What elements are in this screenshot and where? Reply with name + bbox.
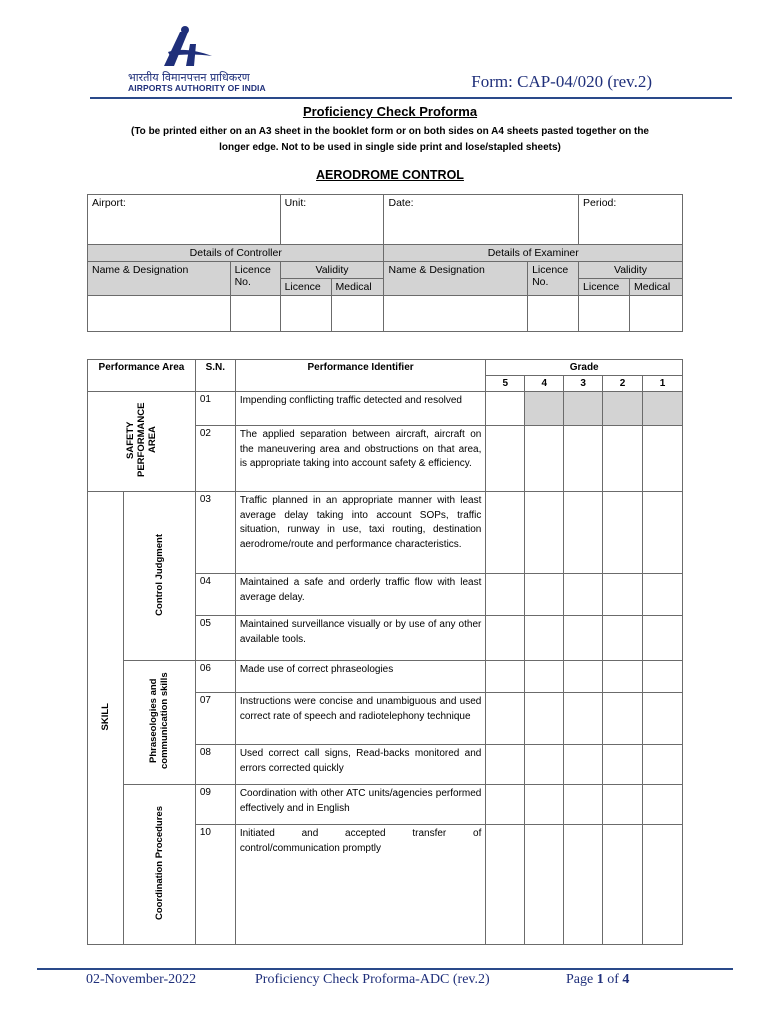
form-code: Form: CAP-04/020 (rev.2): [471, 72, 652, 91]
grade-cell[interactable]: [643, 574, 683, 616]
grade-cell[interactable]: [643, 492, 683, 574]
row-sn: 06: [195, 661, 235, 693]
logo-hindi-text: भारतीय विमानपत्तन प्राधिकरण: [128, 71, 250, 84]
row-identifier: Made use of correct phraseologies: [235, 661, 486, 693]
grade-cell[interactable]: [486, 825, 525, 945]
grade-cell[interactable]: [486, 616, 525, 661]
grade-cell[interactable]: [564, 785, 603, 825]
grade-cell[interactable]: [603, 661, 643, 693]
details-table: [87, 194, 683, 332]
page-total: 4: [622, 972, 630, 987]
grade-cell[interactable]: [603, 426, 643, 492]
grade-cell[interactable]: [643, 825, 683, 945]
sub-control-label: Control Judgment: [153, 533, 165, 616]
row-identifier: Instructions were concise and unambiguous and used correct rate of speech and radiotelephony technique: [235, 693, 486, 745]
grade-cell[interactable]: [486, 745, 525, 785]
aai-logo: [128, 26, 266, 96]
area-skill-label: SKILL: [99, 702, 111, 731]
row-identifier: Maintained surveillance visually or by use of any other available tools.: [235, 616, 486, 661]
grade-cell[interactable]: [525, 661, 564, 693]
header-divider: [90, 97, 732, 99]
row-identifier: Coordination with other ATC units/agencies performed effectively and in English: [235, 785, 486, 825]
grade-cell-disabled: [564, 392, 603, 426]
examiner-medical-header: Medical: [630, 279, 683, 296]
grade-cell[interactable]: [486, 693, 525, 745]
grade-cell[interactable]: [525, 574, 564, 616]
sub-coordination-label: Coordination Procedures: [153, 805, 165, 920]
row-sn: 07: [195, 693, 235, 745]
performance-table: [87, 359, 683, 945]
row-identifier: The applied separation between aircraft, aircraft on the maneuvering area and obstructions on that area, is appropriate taking into account safety & efficiency.: [235, 426, 486, 492]
row-sn: 09: [195, 785, 235, 825]
grade-1-header: 1: [643, 376, 683, 392]
sub-control-judgment: [123, 492, 195, 661]
examiner-name-input[interactable]: [384, 296, 528, 332]
sub-coordination: [123, 785, 195, 945]
controller-medical-header: Medical: [331, 279, 384, 296]
grade-cell[interactable]: [486, 785, 525, 825]
controller-name-input[interactable]: [88, 296, 231, 332]
grade-4-header: 4: [525, 376, 564, 392]
grade-cell[interactable]: [603, 825, 643, 945]
grade-cell[interactable]: [486, 661, 525, 693]
examiner-validity-header: Validity: [579, 262, 683, 279]
section-heading: AERODROME CONTROL: [316, 168, 464, 182]
examiner-licence-input[interactable]: [579, 296, 630, 332]
grade-cell[interactable]: [525, 492, 564, 574]
row-sn: 04: [195, 574, 235, 616]
grade-cell[interactable]: [603, 745, 643, 785]
aai-emblem-icon: [128, 26, 218, 70]
grade-5-header: 5: [486, 376, 525, 392]
grade-cell[interactable]: [564, 661, 603, 693]
grade-header: Grade: [486, 360, 683, 376]
grade-cell[interactable]: [564, 825, 603, 945]
examiner-name-header: Name & Designation: [384, 262, 528, 296]
grade-cell[interactable]: [564, 426, 603, 492]
performance-area-header: Performance Area: [88, 360, 196, 392]
area-safety: [88, 392, 196, 492]
sub-phraseology: [123, 661, 195, 785]
grade-cell[interactable]: [603, 693, 643, 745]
controller-validity-header: Validity: [280, 262, 384, 279]
controller-licence-no-header: Licence No.: [230, 262, 280, 296]
grade-cell[interactable]: [564, 574, 603, 616]
page-current: 1: [596, 972, 604, 987]
footer-date: 02-November-2022: [86, 972, 197, 987]
grade-cell[interactable]: [564, 693, 603, 745]
grade-cell[interactable]: [643, 616, 683, 661]
grade-cell[interactable]: [643, 426, 683, 492]
instruction-line: (To be printed either on an A3 sheet in the booklet form or on both sides on A4 sheets pasted together on the: [130, 126, 649, 137]
grade-2-header: 2: [603, 376, 643, 392]
controller-licence-header: Licence: [280, 279, 331, 296]
controller-licence-input[interactable]: [280, 296, 331, 332]
grade-cell[interactable]: [525, 693, 564, 745]
grade-cell[interactable]: [486, 426, 525, 492]
sub-phraseology-label: Phraseologies and communication skills: [148, 672, 171, 770]
grade-cell[interactable]: [603, 492, 643, 574]
instruction-line: longer edge. Not to be used in single side print and lose/stapled sheets): [219, 142, 561, 153]
examiner-medical-input[interactable]: [630, 296, 683, 332]
area-safety-label: SAFETY PERFORMANCE AREA: [124, 402, 158, 478]
grade-cell[interactable]: [486, 492, 525, 574]
row-sn: 03: [195, 492, 235, 574]
grade-cell[interactable]: [525, 426, 564, 492]
grade-cell[interactable]: [643, 745, 683, 785]
footer-document-name: Proficiency Check Proforma-ADC (rev.2): [255, 972, 490, 987]
sn-header: S.N.: [195, 360, 235, 392]
grade-cell[interactable]: [525, 825, 564, 945]
row-identifier: Traffic planned in an appropriate manner with least average delay taking into account SOPs, traffic situation, runway in use, taxi routing, destination aerodrome/route and performance characteristics.: [235, 492, 486, 574]
page-of: of: [607, 972, 619, 987]
controller-heading: Details of Controller: [88, 245, 384, 262]
grade-cell[interactable]: [564, 616, 603, 661]
row-sn: 08: [195, 745, 235, 785]
grade-cell-disabled: [525, 392, 564, 426]
footer-page-number: [566, 972, 629, 988]
row-sn: 01: [195, 392, 235, 426]
airport-field[interactable]: Airport:: [88, 195, 281, 245]
row-sn: 05: [195, 616, 235, 661]
area-skill: [88, 492, 124, 945]
grade-cell-disabled: [603, 392, 643, 426]
examiner-licence-no-header: Licence No.: [528, 262, 579, 296]
grade-cell[interactable]: [603, 785, 643, 825]
controller-licence-no-input[interactable]: [230, 296, 280, 332]
examiner-licence-header: Licence: [579, 279, 630, 296]
row-identifier: Maintained a safe and orderly traffic flow with least average delay.: [235, 574, 486, 616]
grade-cell[interactable]: [643, 785, 683, 825]
row-identifier: Used correct call signs, Read-backs monitored and errors corrected quickly: [235, 745, 486, 785]
grade-3-header: 3: [564, 376, 603, 392]
examiner-heading: Details of Examiner: [384, 245, 683, 262]
grade-cell[interactable]: [525, 745, 564, 785]
row-sn: 02: [195, 426, 235, 492]
identifier-header: Performance Identifier: [235, 360, 486, 392]
grade-cell[interactable]: [486, 574, 525, 616]
logo-english-text: AIRPORTS AUTHORITY OF INDIA: [128, 83, 266, 93]
grade-cell[interactable]: [525, 785, 564, 825]
unit-field[interactable]: Unit:: [280, 195, 384, 245]
footer-divider: [37, 968, 733, 970]
row-identifier: Impending conflicting traffic detected and resolved: [235, 392, 486, 426]
page-prefix: Page: [566, 972, 594, 987]
row-sn: 10: [195, 825, 235, 945]
grade-cell[interactable]: [564, 745, 603, 785]
grade-cell[interactable]: [564, 492, 603, 574]
examiner-licence-no-input[interactable]: [528, 296, 579, 332]
grade-cell-disabled: [643, 392, 683, 426]
date-field[interactable]: Date:: [384, 195, 579, 245]
controller-medical-input[interactable]: [331, 296, 384, 332]
grade-cell[interactable]: [486, 392, 525, 426]
grade-cell[interactable]: [603, 616, 643, 661]
grade-cell[interactable]: [603, 574, 643, 616]
controller-name-header: Name & Designation: [88, 262, 231, 296]
grade-cell[interactable]: [525, 616, 564, 661]
instructions: [90, 124, 690, 156]
period-field[interactable]: Period:: [579, 195, 683, 245]
grade-cell[interactable]: [643, 661, 683, 693]
grade-cell[interactable]: [643, 693, 683, 745]
page-title: Proficiency Check Proforma: [302, 104, 478, 119]
row-identifier: Initiated and accepted transfer of control/communication promptly: [235, 825, 486, 945]
